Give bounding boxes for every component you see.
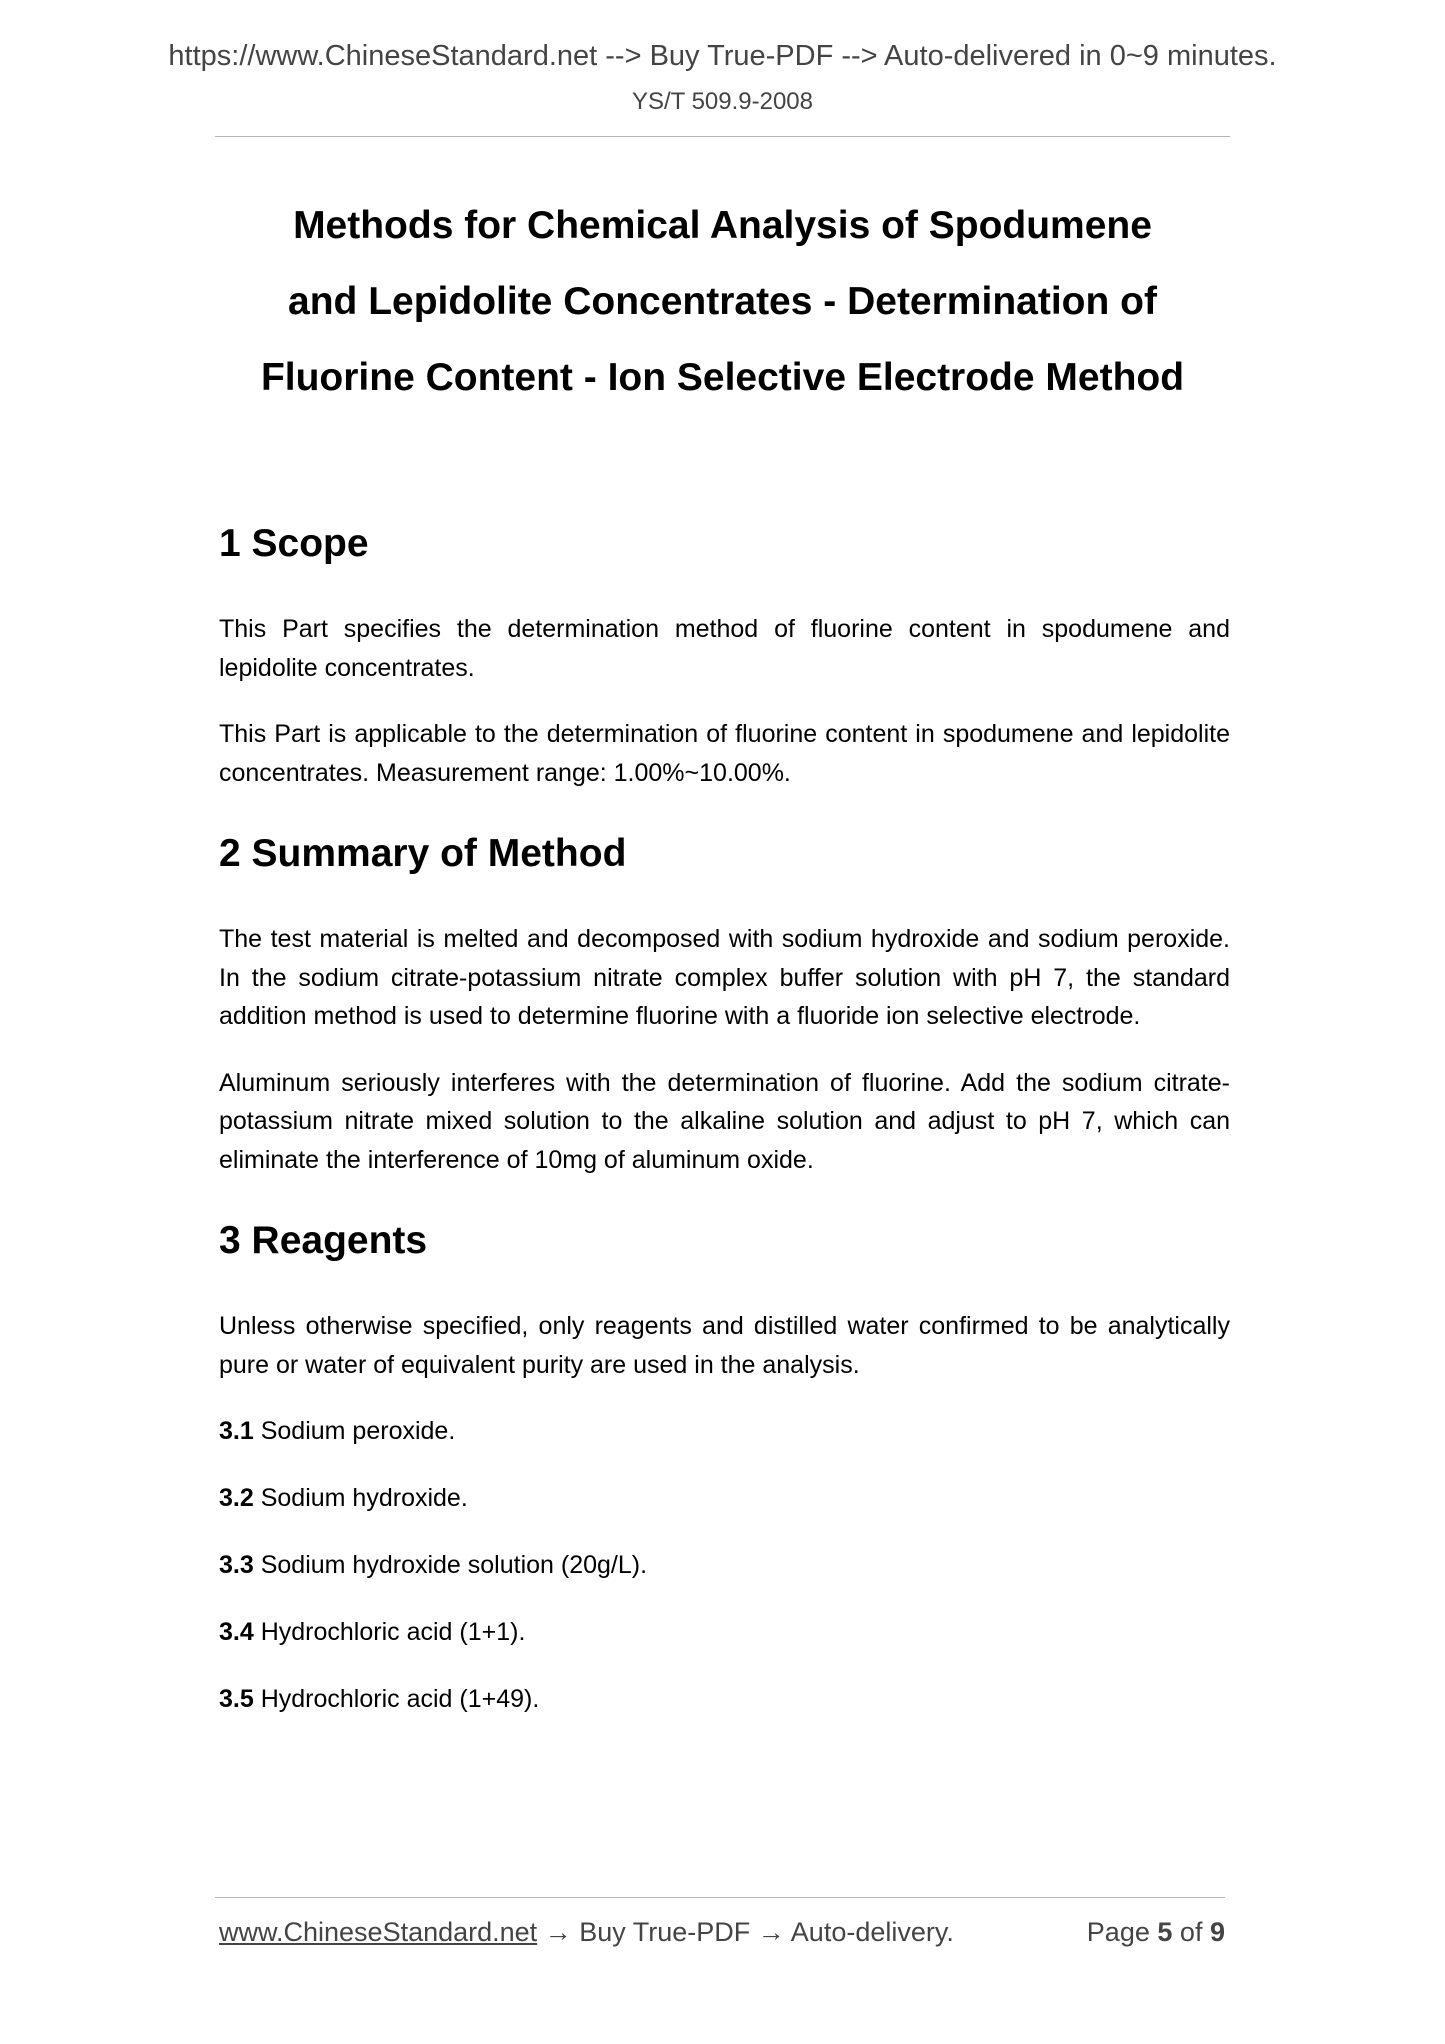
arrow-icon: → bbox=[757, 1917, 785, 1947]
summary-paragraph-2: Aluminum seriously interferes with the determination of fluorine. Add the sodium citrate-potassium nitrate mixed solution to the alkaline solution and adjust to pH 7, which can eliminate the interference of 10mg of aluminum oxide. bbox=[219, 1068, 1230, 1174]
footer-buy-text: Buy True-PDF bbox=[579, 1917, 751, 1947]
standard-code: YS/T 509.9-2008 bbox=[631, 88, 814, 115]
page-indicator bbox=[1087, 1917, 1225, 1948]
footer-divider bbox=[215, 1897, 1225, 1898]
section-reagents bbox=[219, 1217, 1230, 1718]
reagent-item bbox=[219, 1479, 1230, 1517]
of-label: of bbox=[1179, 1917, 1203, 1947]
footer-promo bbox=[219, 1917, 954, 1948]
page-label: Page bbox=[1086, 1917, 1150, 1947]
scope-paragraph-1: This Part specifies the determination method of fluorine content in spodumene and lepidolite concentrates. bbox=[219, 615, 1230, 682]
section-summary bbox=[219, 830, 1230, 1179]
header-banner: https://www.ChineseStandard.net --> Buy True-PDF --> Auto-delivered in 0~9 minutes. bbox=[168, 40, 1277, 72]
title-line-2: and Lepidolite Concentrates - Determination of bbox=[288, 280, 1157, 323]
title-line-3: Fluorine Content - Ion Selective Electrode Method bbox=[260, 356, 1185, 399]
section-scope bbox=[219, 520, 1230, 792]
section-heading-reagents: 3 Reagents bbox=[219, 1219, 428, 1262]
reagent-item-text: Sodium hydroxide. bbox=[260, 1484, 468, 1512]
title-line-1: Methods for Chemical Analysis of Spodumene bbox=[293, 204, 1152, 247]
scope-paragraph-2: This Part is applicable to the determination of fluorine content in spodumene and lepidolite concentrates. Measurement range: 1.00%~10.00%. bbox=[219, 720, 1230, 787]
reagent-item-number: 3.4 bbox=[219, 1618, 254, 1646]
reagent-item-number: 3.2 bbox=[219, 1484, 254, 1512]
reagent-item bbox=[219, 1613, 1230, 1651]
page-number: 5 bbox=[1157, 1917, 1173, 1947]
reagent-item-number: 3.5 bbox=[219, 1685, 254, 1713]
document-body bbox=[219, 520, 1230, 1747]
reagents-intro: Unless otherwise specified, only reagents and distilled water confirmed to be analytically pure or water of equivalent purity are used in the analysis. bbox=[219, 1312, 1230, 1379]
arrow-icon: → bbox=[544, 1917, 572, 1947]
summary-paragraph-1: The test material is melted and decomposed with sodium hydroxide and sodium peroxide. In the sodium citrate-potassium nitrate complex buffer solution with pH 7, the standard addition method is used to determine fluorine with a fluoride ion selective electrode. bbox=[219, 925, 1230, 1030]
footer-auto-text: Auto-delivery. bbox=[790, 1917, 954, 1947]
page-total: 9 bbox=[1209, 1917, 1225, 1947]
reagent-item-text: Sodium peroxide. bbox=[260, 1417, 456, 1445]
reagent-item bbox=[219, 1546, 1230, 1584]
document-title bbox=[215, 188, 1230, 416]
header-divider bbox=[215, 136, 1230, 137]
reagent-item bbox=[219, 1680, 1230, 1718]
reagent-item-number: 3.1 bbox=[219, 1417, 254, 1445]
reagent-item-number: 3.3 bbox=[219, 1551, 254, 1579]
section-heading-summary: 2 Summary of Method bbox=[219, 832, 627, 875]
reagent-item-text: Hydrochloric acid (1+49). bbox=[260, 1685, 540, 1713]
reagent-item-text: Hydrochloric acid (1+1). bbox=[260, 1618, 526, 1646]
reagent-item bbox=[219, 1412, 1230, 1450]
reagent-item-text: Sodium hydroxide solution (20g/L). bbox=[260, 1551, 648, 1579]
section-heading-scope: 1 Scope bbox=[219, 522, 369, 565]
site-link[interactable]: www.ChineseStandard.net bbox=[219, 1917, 538, 1947]
